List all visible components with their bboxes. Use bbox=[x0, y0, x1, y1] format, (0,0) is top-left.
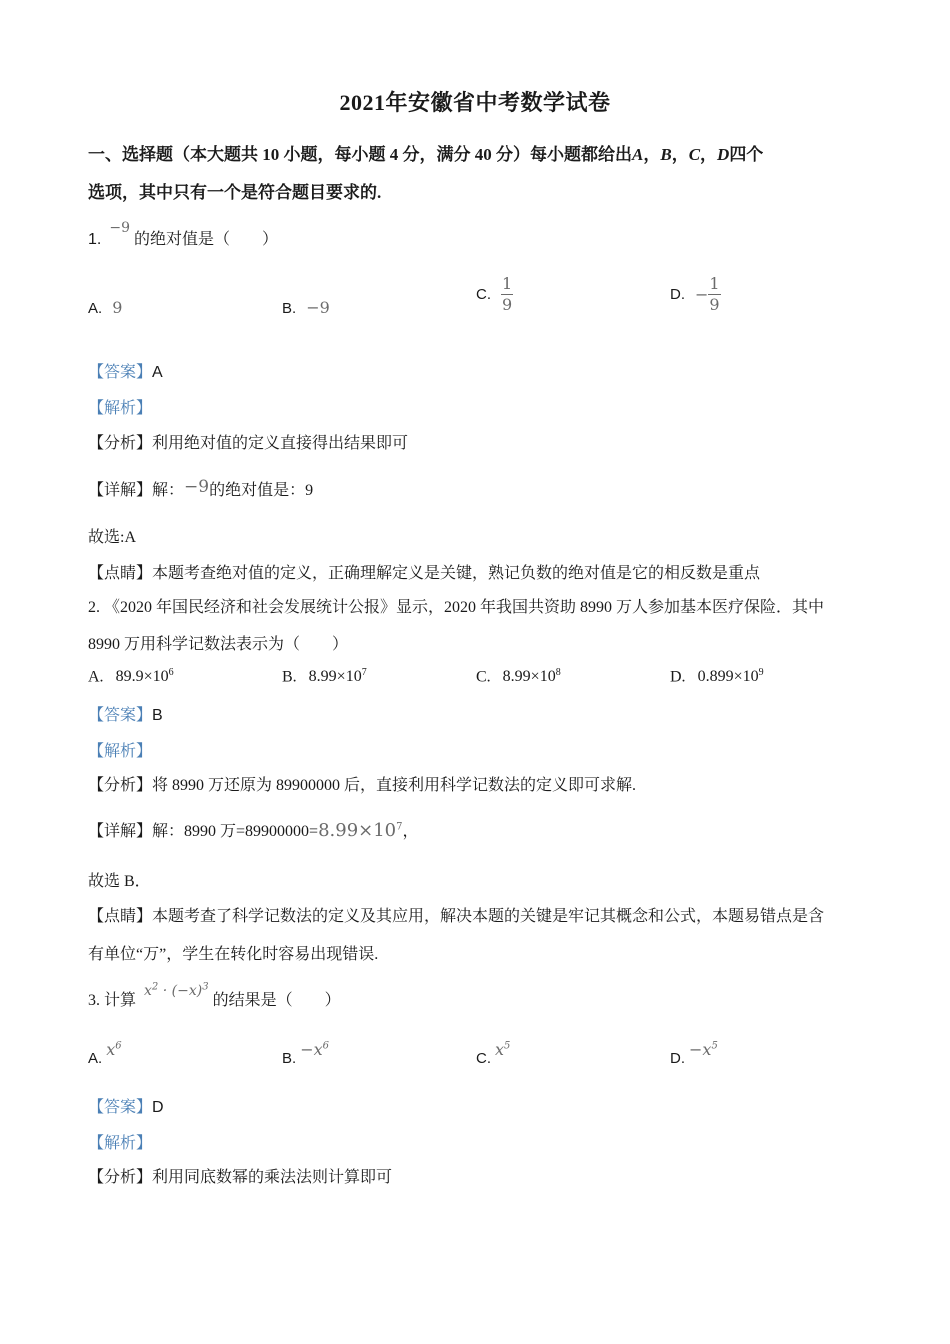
q2-analysis-tag: 【解析】 bbox=[88, 743, 153, 760]
q1-choose: 故选:A bbox=[88, 529, 137, 546]
q3-analysis-tag: 【解析】 bbox=[88, 1135, 153, 1152]
section-heading-line1: 一、选择题（本大题共 10 小题，每小题 4 分，满分 40 分）每小题都给出A，B，C，D四个 bbox=[88, 145, 764, 164]
q1-expression: −9 bbox=[109, 220, 130, 236]
q2-option-b: B. $8.99\times 10^7$ bbox=[282, 667, 367, 686]
q3-option-c: C. $x^5$ bbox=[476, 1040, 511, 1067]
q2-option-c: C. $8.99\times 10^8$ bbox=[476, 667, 561, 686]
q2-detail: 【详解】解：8990 万$=89900000=8.99\times 10^7$， bbox=[88, 820, 419, 841]
fraction: $\frac{1}{9}$ bbox=[502, 274, 513, 314]
q3-fenxi: 【分析】利用同底数幂的乘法法则计算即可 bbox=[88, 1169, 393, 1186]
q1-detail: 【详解】解：−9的绝对值是：9 bbox=[88, 477, 314, 499]
question-1-stem: 1. −9的绝对值是（ ） bbox=[88, 220, 278, 248]
q1-option-b: B. −9 bbox=[282, 298, 330, 317]
q1-option-a: A. 9 bbox=[88, 298, 123, 317]
question-2-stem-line1: 2. 《2020 年国民经济和社会发展统计公报》显示，2020 年我国共资助 8990 万人参加基本医疗保险．其中 bbox=[88, 599, 825, 616]
q3-option-d: D. $-x^5$ bbox=[670, 1040, 718, 1067]
q3-expression: $x^2 \cdot (-x)^3$ bbox=[144, 981, 209, 999]
q2-dianjing-line2: 有单位“万”，学生在转化时容易出现错误. bbox=[88, 946, 379, 963]
q2-fenxi: 【分析】将 8990 万还原为 89900000 后，直接利用科学记数法的定义即可求解. bbox=[88, 777, 637, 794]
fraction: $\frac{1}{9}$ bbox=[709, 274, 720, 314]
q2-option-d: D. $0.899\times 10^9$ bbox=[670, 667, 764, 686]
q1-option-c: C. $\frac{1}{9}$ bbox=[476, 274, 513, 314]
q2-choose: 故选 B． bbox=[88, 873, 151, 890]
q3-answer: 【答案】D bbox=[88, 1099, 164, 1116]
q1-answer: 【答案】A bbox=[88, 364, 163, 381]
q3-option-a: A. $x^6$ bbox=[88, 1040, 122, 1067]
q1-fenxi: 【分析】利用绝对值的定义直接得出结果即可 bbox=[88, 435, 409, 452]
q2-option-a: A. $89.9\times 10^6$ bbox=[88, 667, 174, 686]
q1-dianjing: 【点睛】本题考查绝对值的定义，正确理解定义是关键，熟记负数的绝对值是它的相反数是重点 bbox=[88, 565, 761, 582]
question-2-stem-line2: 8990 万用科学记数法表示为（ ） bbox=[88, 636, 349, 653]
q3-option-b: B. $-x^6$ bbox=[282, 1040, 329, 1067]
section-heading-line2: 选项，其中只有一个是符合题目要求的. bbox=[88, 183, 382, 202]
q1-option-d: D. − $\frac{1}{9}$ bbox=[670, 274, 720, 314]
q1-analysis-tag: 【解析】 bbox=[88, 400, 153, 417]
q2-answer: 【答案】B bbox=[88, 707, 163, 724]
page-title: 2021年安徽省中考数学试卷 bbox=[339, 90, 611, 115]
question-3-stem: 3. 计算 $x^2 \cdot (-x)^3$的结果是（ ） bbox=[88, 981, 341, 1009]
q2-dianjing-line1: 【点睛】本题考查了科学记数法的定义及其应用，解决本题的关键是牢记其概念和公式，本题易错点是含 bbox=[88, 908, 825, 925]
